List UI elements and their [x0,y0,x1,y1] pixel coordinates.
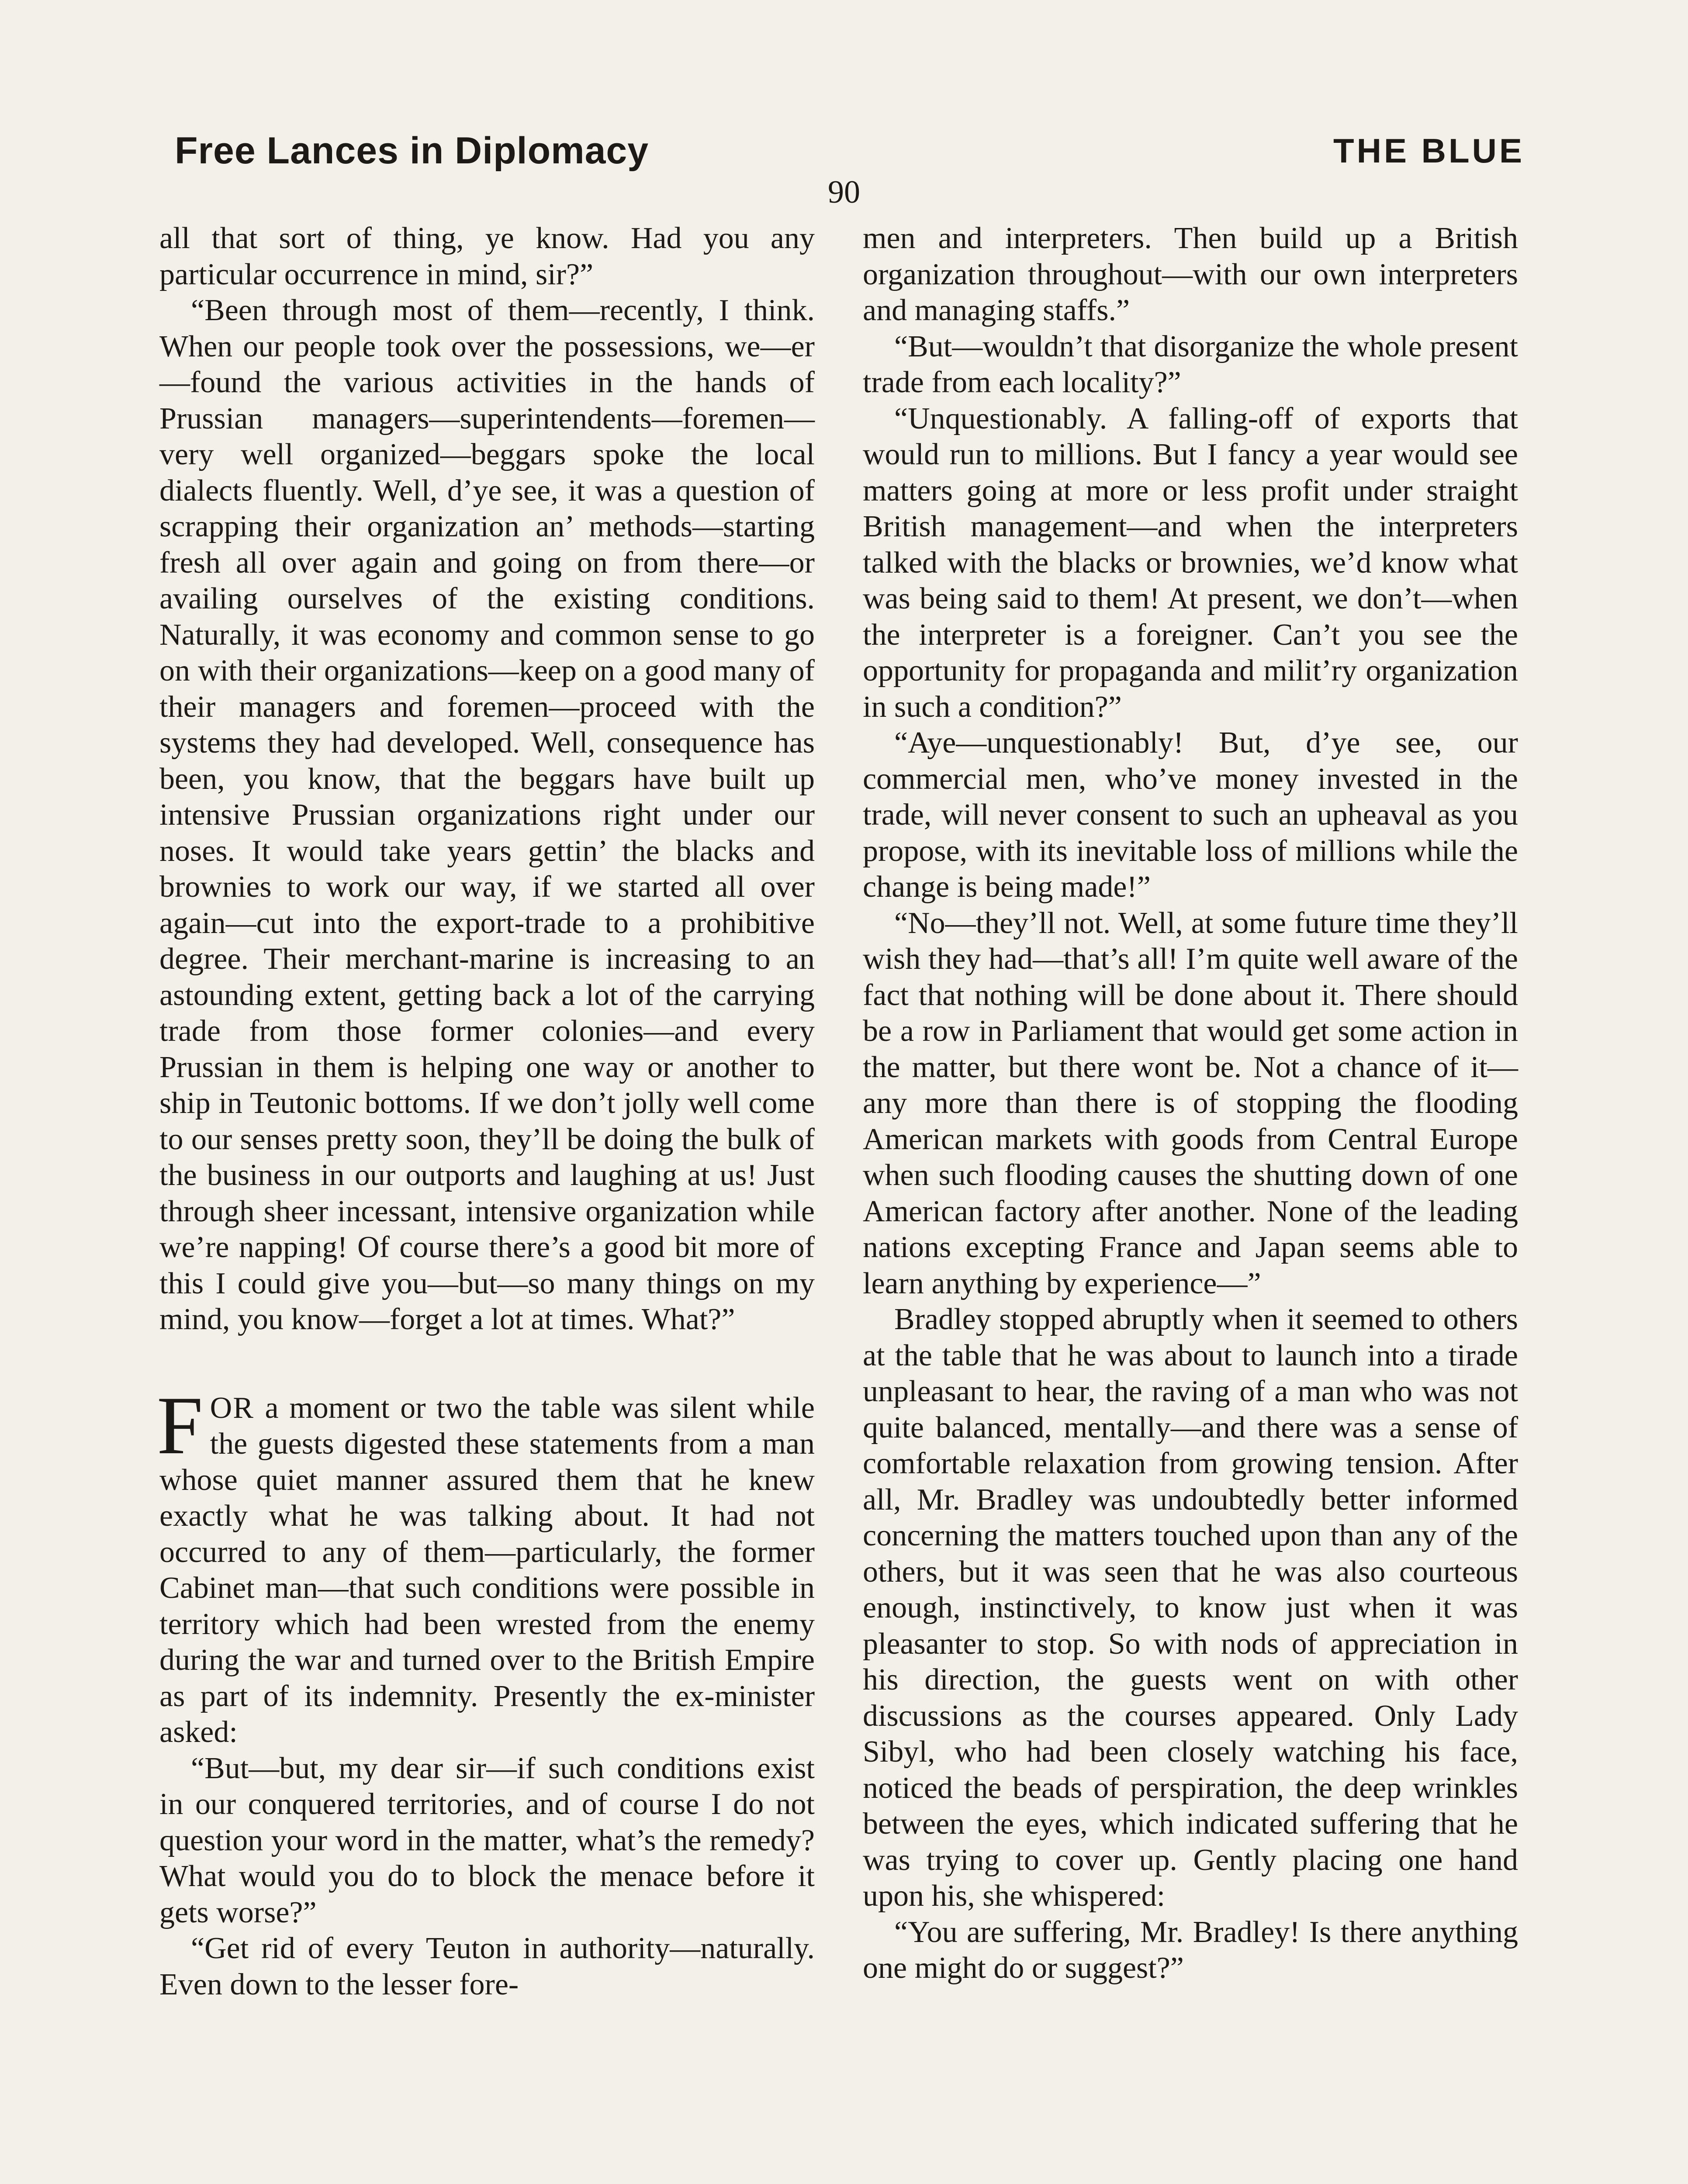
paragraph: “You are suffering, Mr. Bradley! Is there anything one might do or suggest?” [863,1915,1518,1985]
paragraph-text: a moment or two the table was silent while the guests digested these statements from a man whose quiet manner assured them that he knew exactly what he was talking about. It had not occurred to any of them—particularly, the former Cabinet man—that such conditions were possible in territory which had been wrested from the enemy during the war and turned over to the British Empire as part of its indemnity. Presently the ex-minister asked: [159,1391,815,1749]
drop-cap: F [157,1379,203,1472]
paragraph: “Unquestionably. A falling-off of exports that would run to millions. But I fancy a year would see matters going at more or less profit under straight British management—and when the interpreters talked with the blacks or brownies, we’d know what was being said to them! At present, we don’t—when the interpreter is a foreigner. Can’t you see the opportunity for propaganda and milit’ry organization in such a condition?” [863,401,1518,724]
paragraph: “Aye—unquestionably! But, d’ye see, our commercial men, who’ve money invested in the trade, will never consent to such an upheaval as you propose, with its inevitable loss of millions while the change is being made!” [863,726,1518,904]
magazine-name: THE BLUE [1333,131,1525,170]
paragraph: “But—but, my dear sir—if such conditions exist in our conquered territories, and of course I do not question your word in the matter, what’s the remedy? What would you do to block the menace before it gets worse?” [159,1751,815,1929]
small-caps-lead: OR [210,1391,254,1425]
paragraph: all that sort of thing, ye know. Had you any particular occurrence in mind, sir?” [159,221,815,291]
paragraph: “Been through most of them—recently, I think. When our people took over the possessions, we—er—found the various activities in the hands of Prussian managers—superintendents—foremen—very well organized—beggars spoke the local dialects fluently. Well, d’ye see, it was a question of scrapping their organization an’ methods—starting fresh all over again and going on from there—or availing ourselves of the existing conditions. Naturally, it was economy and common sense to go on with their organizations—keep on a good many of their managers and foremen—proceed with the systems they had developed. Well, consequence has been, you know, that the beggars have built up intensive Prussian organizations right under our noses. It would take years gettin’ the blacks and brownies to work our way, if we started all over again—cut into the export-trade to a prohibitive degree. Their merchant-marine is increasing to an astounding extent, getting back a lot of the carrying trade from those former colonies—and every Prussian in them is helping one way or another to ship in Teutonic bottoms. If we don’t jolly well come to our senses pretty soon, they’ll be doing the bulk of the business in our outports and laughing at us! Just through sheer incessant, intensive organization while we’re napping! Of course there’s a good bit more of this I could give you—but—so many things on my mind, you know—forget a lot at times. What?” [159,294,815,1336]
paragraph: men and interpreters. Then build up a British organization throughout—with our own interpreters and managing staffs.” [863,221,1518,327]
section-opening-paragraph [157,1379,815,1751]
paragraph: “Get rid of every Teuton in authority—naturally. Even down to the lesser fore- [159,1932,815,2001]
paragraph: Bradley stopped abruptly when it seemed to others at the table that he was about to launch into a tirade unpleasant to hear, the raving of a man who was not quite balanced, mentally—and there was a sense of comfortable relaxation from growing tension. After all, Mr. Bradley was undoubtedly better informed concerning the matters touched upon than any of the others, but it was seen that he was also courteous enough, instinctively, to know just when it was pleasanter to stop. So with nods of appreciation in his direction, the guests went on with other discussions as the courses appeared. Only Lady Sibyl, who had been closely watching his face, noticed the beads of perspiration, the deep wrinkles between the eyes, which indicated suffering that he was trying to cover up. Gently placing one hand upon his, she whispered: [863,1303,1518,1913]
paragraph: “No—they’ll not. Well, at some future time they’ll wish they had—that’s all! I’m quite well aware of the fact that nothing will be done about it. There should be a row in Parliament that would get some action in the matter, but there wont be. Not a chance of it—any more than there is of stopping the flooding American markets with goods from Central Europe when such flooding causes the shutting down of one American factory after another. None of the leading nations excepting France and Japan seems able to learn anything by experience—” [863,906,1518,1300]
page-number: 90 [828,174,860,210]
right-column [863,221,1518,1987]
left-column [159,221,815,2003]
running-title: Free Lances in Diplomacy [175,130,649,172]
paragraph: “But—wouldn’t that disorganize the whole present trade from each locality?” [863,329,1518,399]
